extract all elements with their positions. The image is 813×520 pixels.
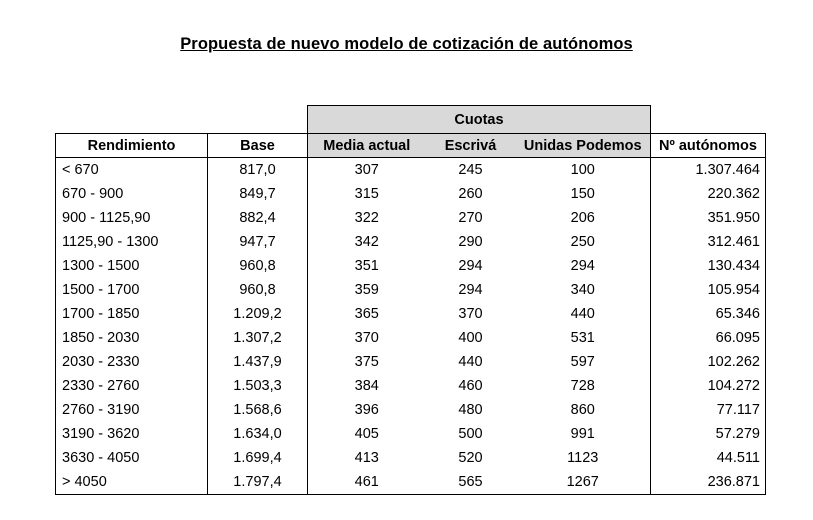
column-header-unidas-podemos: Unidas Podemos	[516, 134, 651, 158]
column-header-escriva: Escrivá	[426, 134, 516, 158]
cell-unidas-podemos: 100	[516, 158, 651, 183]
cell-rendimiento: 1700 - 1850	[56, 302, 208, 326]
cell-rendimiento: 1300 - 1500	[56, 254, 208, 278]
cell-escriva: 400	[458, 330, 483, 346]
cell-num-autonomos: 102.262	[651, 350, 766, 374]
cell-base: 1.503,3	[208, 374, 308, 398]
cell-rendimiento: > 4050	[56, 470, 208, 495]
cell-escriva: 565	[426, 470, 516, 495]
cell-unidas-podemos: 1123	[516, 446, 651, 470]
cell-unidas-podemos: 531	[516, 326, 651, 350]
cell-escriva: 270	[458, 210, 483, 226]
cell-num-autonomos: 105.954	[651, 278, 766, 302]
cell-media-actual: 322	[354, 210, 379, 226]
cell-escriva: 294	[458, 282, 483, 298]
column-header-media-actual: Media actual	[308, 134, 426, 158]
table-row	[56, 422, 766, 446]
table-header-row	[56, 134, 766, 158]
column-header-rendimiento: Rendimiento	[56, 134, 208, 158]
table-row	[56, 278, 766, 302]
cell-num-autonomos: 77.117	[651, 398, 766, 422]
cell-rendimiento: 2330 - 2760	[56, 374, 208, 398]
table-row	[56, 374, 766, 398]
cell-num-autonomos: 236.871	[651, 470, 766, 495]
cell-base: 1.797,4	[208, 470, 308, 495]
cell-rendimiento: 1850 - 2030	[56, 326, 208, 350]
cell-base: 1.307,2	[208, 326, 308, 350]
cell-unidas-podemos: 860	[516, 398, 651, 422]
table-row	[56, 158, 766, 183]
cell-num-autonomos: 351.950	[651, 206, 766, 230]
cell-media-actual: 396	[354, 402, 379, 418]
cell-base: 947,7	[208, 230, 308, 254]
cell-media-actual: 359	[354, 282, 379, 298]
group-header-cuotas: Cuotas	[308, 106, 651, 134]
cell-unidas-podemos: 294	[516, 254, 651, 278]
cell-unidas-podemos: 250	[516, 230, 651, 254]
group-spacer-right	[651, 106, 766, 134]
cell-unidas-podemos: 597	[516, 350, 651, 374]
cell-num-autonomos: 312.461	[651, 230, 766, 254]
cell-unidas-podemos: 440	[516, 302, 651, 326]
table-row	[56, 446, 766, 470]
cell-base: 1.568,6	[208, 398, 308, 422]
table-row	[56, 254, 766, 278]
table-row	[56, 398, 766, 422]
column-header-num-autonomos: Nº autónomos	[651, 134, 766, 158]
cell-media-actual: 342	[354, 234, 379, 250]
cell-unidas-podemos: 150	[516, 182, 651, 206]
table-row	[56, 326, 766, 350]
cell-unidas-podemos: 728	[516, 374, 651, 398]
table-body	[56, 158, 766, 495]
table-row	[56, 230, 766, 254]
cell-base: 1.634,0	[208, 422, 308, 446]
cell-base: 1.209,2	[208, 302, 308, 326]
cell-rendimiento: 1500 - 1700	[56, 278, 208, 302]
cell-escriva: 290	[458, 234, 483, 250]
cell-rendimiento: 2030 - 2330	[56, 350, 208, 374]
cell-escriva: 245	[458, 162, 483, 178]
table-group-header-row	[56, 106, 766, 134]
cell-base: 882,4	[208, 206, 308, 230]
column-header-base: Base	[208, 134, 308, 158]
cotizacion-table	[55, 105, 766, 495]
cell-media-actual: 384	[354, 378, 379, 394]
cell-media-actual: 307	[354, 162, 379, 178]
cell-unidas-podemos: 206	[516, 206, 651, 230]
cell-num-autonomos: 57.279	[651, 422, 766, 446]
cell-num-autonomos: 1.307.464	[651, 158, 766, 183]
cell-media-actual: 375	[354, 354, 379, 370]
cell-media-actual: 365	[354, 306, 379, 322]
cell-base: 1.699,4	[208, 446, 308, 470]
cell-media-actual: 370	[354, 330, 379, 346]
cell-media-actual: 461	[308, 470, 426, 495]
cell-escriva: 520	[458, 450, 483, 466]
cell-media-actual: 405	[354, 426, 379, 442]
cell-media-actual: 351	[354, 258, 379, 274]
table-row	[56, 182, 766, 206]
cell-escriva: 480	[458, 402, 483, 418]
cell-escriva: 370	[458, 306, 483, 322]
cell-escriva: 500	[458, 426, 483, 442]
cell-num-autonomos: 65.346	[651, 302, 766, 326]
cell-rendimiento: 900 - 1125,90	[56, 206, 208, 230]
cell-rendimiento: 670 - 900	[56, 182, 208, 206]
cell-rendimiento: 1125,90 - 1300	[56, 230, 208, 254]
cell-num-autonomos: 66.095	[651, 326, 766, 350]
cell-rendimiento: 2760 - 3190	[56, 398, 208, 422]
cell-escriva: 294	[458, 258, 483, 274]
cell-escriva: 260	[458, 186, 483, 202]
cell-num-autonomos: 130.434	[651, 254, 766, 278]
cell-escriva: 440	[458, 354, 483, 370]
cell-num-autonomos: 44.511	[651, 446, 766, 470]
cell-unidas-podemos: 340	[516, 278, 651, 302]
page-title: Propuesta de nuevo modelo de cotización de autónomos	[180, 35, 633, 53]
cell-num-autonomos: 104.272	[651, 374, 766, 398]
cell-unidas-podemos: 1267	[516, 470, 651, 495]
table-row	[56, 206, 766, 230]
cell-rendimiento: 3630 - 4050	[56, 446, 208, 470]
cell-base: 960,8	[208, 278, 308, 302]
table-row	[56, 302, 766, 326]
table-row	[56, 350, 766, 374]
cell-media-actual: 413	[354, 450, 379, 466]
cell-base: 849,7	[208, 182, 308, 206]
cell-base: 817,0	[208, 158, 308, 183]
cell-media-actual: 315	[354, 186, 379, 202]
cell-unidas-podemos: 991	[516, 422, 651, 446]
cell-num-autonomos: 220.362	[651, 182, 766, 206]
cell-escriva: 460	[458, 378, 483, 394]
group-spacer-left	[56, 106, 308, 134]
table-row	[56, 470, 766, 495]
cell-base: 960,8	[208, 254, 308, 278]
cell-base: 1.437,9	[208, 350, 308, 374]
cell-rendimiento: 3190 - 3620	[56, 422, 208, 446]
cell-rendimiento: < 670	[56, 158, 208, 183]
